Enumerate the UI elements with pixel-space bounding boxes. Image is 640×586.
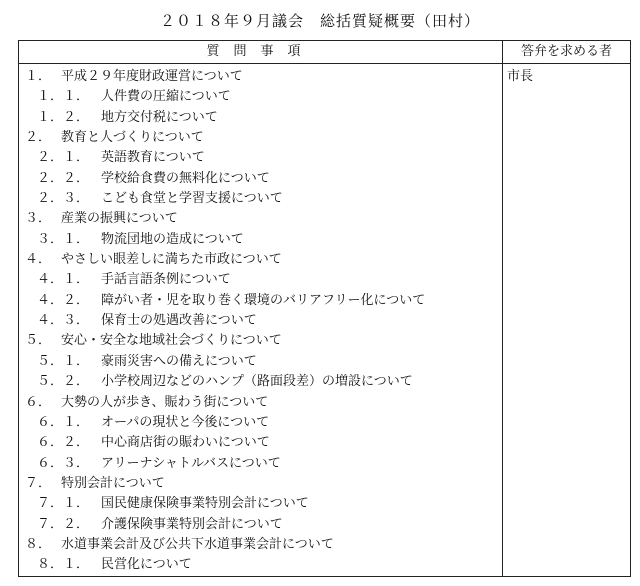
item-number: ５． xyxy=(25,333,52,349)
item-number: ２．２． xyxy=(37,170,90,186)
item-text: 水道事業会計及び公共下水道事業会計について xyxy=(61,536,334,552)
question-items-cell xyxy=(19,64,503,577)
item-text: 人件費の圧縮について xyxy=(101,89,231,105)
item-number: ６．１． xyxy=(37,414,90,430)
item-number: ４． xyxy=(25,252,52,268)
item-number: ４．２． xyxy=(37,292,90,308)
item-text: 中心商店街の賑わいについて xyxy=(101,435,270,451)
question-subitem xyxy=(19,555,502,575)
item-text: 手話言語条例について xyxy=(101,272,231,288)
item-number: ２．３． xyxy=(37,191,90,207)
item-number: ３．１． xyxy=(37,231,90,247)
item-number: ６． xyxy=(25,394,52,410)
item-text: 国民健康保険事業特別会計について xyxy=(101,496,309,512)
item-text: 障がい者・児を取り巻く環境のバリアフリー化について xyxy=(101,292,426,308)
item-text: 安心・安全な地域社会づくりについて xyxy=(61,333,282,349)
question-subitem xyxy=(19,169,502,189)
question-item xyxy=(19,128,502,148)
item-text: 教育と人づくりについて xyxy=(61,130,204,146)
question-item xyxy=(19,474,502,494)
item-number: ６．２． xyxy=(37,435,90,451)
item-text: 平成２９年度財政運営について xyxy=(61,69,243,84)
question-item xyxy=(19,393,502,413)
item-text: 民営化について xyxy=(101,557,192,573)
header-respondent: 答弁を求める者 xyxy=(503,41,631,64)
item-text: オーパの現状と今後について xyxy=(101,414,270,430)
question-subitem xyxy=(19,291,502,311)
question-subitem xyxy=(19,270,502,290)
questions-table xyxy=(18,40,631,577)
respondent-value: 市長 xyxy=(507,69,534,84)
question-subitem xyxy=(19,148,502,168)
question-subitem xyxy=(19,87,502,107)
question-subitem xyxy=(19,433,502,453)
item-text: 特別会計について xyxy=(61,475,165,491)
document-title: ２０１８年９月議会 総括質疑概要（田村） xyxy=(159,12,480,30)
question-item xyxy=(19,250,502,270)
question-subitem xyxy=(19,230,502,250)
item-number: ３． xyxy=(25,211,52,227)
question-item xyxy=(19,331,502,351)
item-text: 英語教育について xyxy=(101,150,205,166)
item-number: ８．１． xyxy=(37,557,90,573)
respondent-cell xyxy=(503,64,631,577)
item-text: 豪雨災害への備えについて xyxy=(101,353,257,369)
item-number: ２． xyxy=(25,130,52,146)
item-text: 介護保険事業特別会計について xyxy=(101,516,283,532)
question-subitem xyxy=(19,515,502,535)
question-item xyxy=(19,67,502,87)
item-number: １．２． xyxy=(37,109,90,125)
item-number: １．１． xyxy=(37,89,90,105)
item-text: こども食堂と学習支援について xyxy=(101,191,283,207)
question-item xyxy=(19,535,502,555)
header-questions: 質問事項 xyxy=(19,41,503,64)
table-header-row xyxy=(19,41,631,64)
item-text: 学校給食費の無料化について xyxy=(101,170,270,186)
item-number: ４．１． xyxy=(37,272,90,288)
question-subitem xyxy=(19,352,502,372)
table-body-row xyxy=(19,64,631,577)
item-number: ４．３． xyxy=(37,313,90,329)
question-subitem xyxy=(19,454,502,474)
item-number: ５．１． xyxy=(37,353,90,369)
question-subitem xyxy=(19,494,502,514)
item-text: 小学校周辺などのハンプ（路面段差）の増設について xyxy=(101,374,413,390)
item-text: 保育士の処遇改善について xyxy=(101,313,257,329)
item-number: ２．１． xyxy=(37,150,90,166)
item-text: やさしい眼差しに満ちた市政について xyxy=(61,252,282,268)
question-subitem xyxy=(19,189,502,209)
question-subitem xyxy=(19,311,502,331)
item-number: ５．２． xyxy=(37,374,90,390)
item-number: ７．１． xyxy=(37,496,90,512)
question-subitem xyxy=(19,108,502,128)
item-text: 地方交付税について xyxy=(101,109,218,125)
item-number: １． xyxy=(25,69,52,84)
question-subitem xyxy=(19,372,502,392)
question-item xyxy=(19,209,502,229)
item-number: ８． xyxy=(25,536,52,552)
item-number: ６．３． xyxy=(37,455,90,471)
item-text: 物流団地の造成について xyxy=(101,231,244,247)
item-number: ７． xyxy=(25,475,52,491)
item-text: 大勢の人が歩き、賑わう街について xyxy=(61,394,269,410)
item-text: アリーナシャトルバスについて xyxy=(101,455,281,471)
item-number: ７．２． xyxy=(37,516,90,532)
item-text: 産業の振興について xyxy=(61,211,178,227)
question-subitem xyxy=(19,413,502,433)
